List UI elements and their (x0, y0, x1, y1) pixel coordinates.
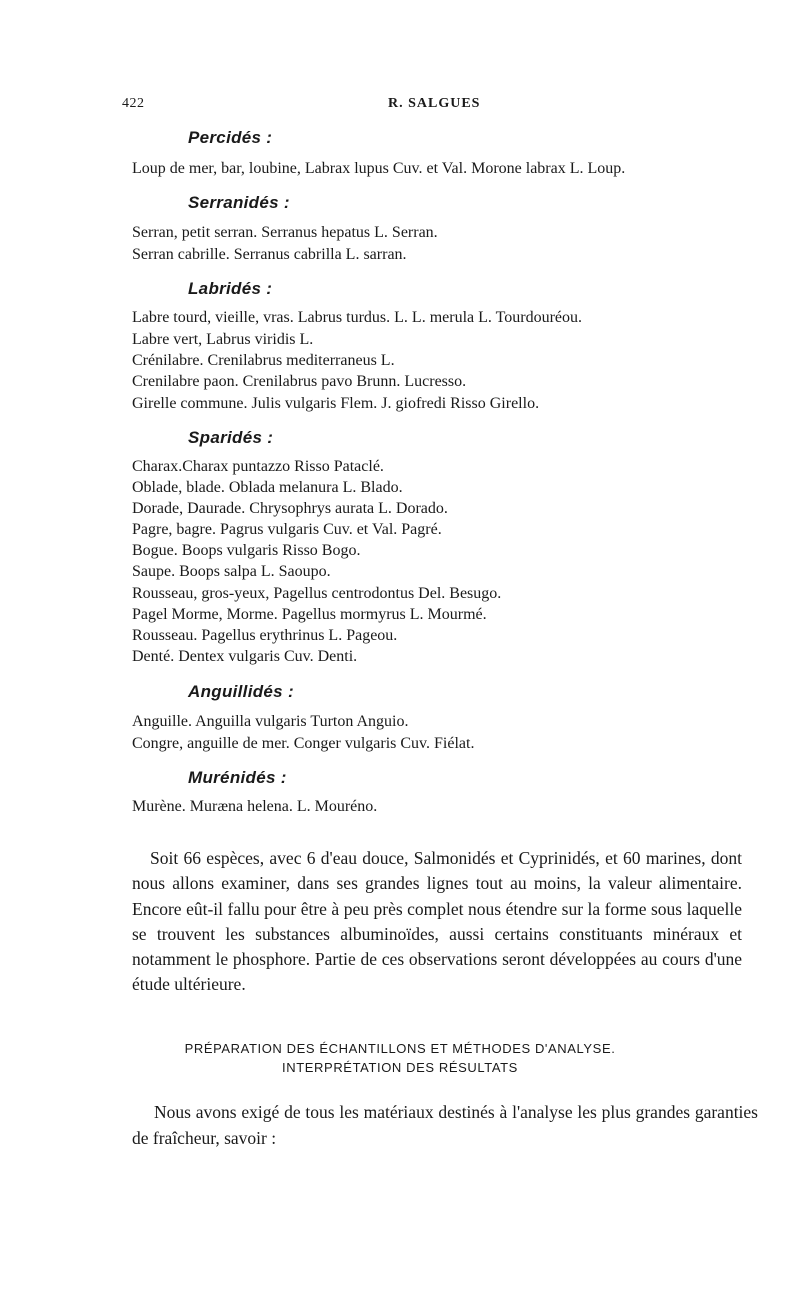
species-line: Loup de mer, bar, loubine, Labrax lupus Cuv. et Val. Morone labrax L. Loup. (132, 160, 626, 177)
species-line: Labre vert, Labrus viridis L. (132, 331, 314, 348)
species-line: Rousseau. Pagellus erythrinus L. Pageou. (132, 627, 398, 644)
body-paragraph: Soit 66 espèces, avec 6 d'eau douce, Salmonidés et Cyprinidés, et 60 marines, dont nous allons examiner, dans ses grandes lignes tout au moins, la valeur alimentaire. Encore eût-il fallu pour être à peu près complet nous étendre sur la forme sous laquelle se trouvent les substances albuminoïdes, aussi certains constituants minéraux et notamment le phosphore. Partie de ces observations seront développées au cours d'une étude ultérieure. (132, 848, 742, 995)
page-number: 422 (122, 96, 145, 111)
running-head-author: R. SALGUES (388, 96, 481, 111)
species-line: Charax.Charax puntazzo Risso Pataclé. (132, 458, 384, 475)
species-line: Serran, petit serran. Serranus hepatus L. Serran. (132, 224, 438, 241)
section-heading-line-2: INTERPRÉTATION DES RÉSULTATS (282, 1060, 518, 1075)
species-line: Pagre, bagre. Pagrus vulgaris Cuv. et Val. Pagré. (132, 521, 442, 538)
running-head (0, 96, 800, 116)
family-heading-serranides: Serranidés : (188, 193, 290, 212)
species-line: Bogue. Boops vulgaris Risso Bogo. (132, 542, 361, 559)
species-line: Saupe. Boops salpa L. Saoupo. (132, 563, 331, 580)
family-heading-murenides: Murénidés : (188, 768, 287, 787)
species-line: Crenilabre paon. Crenilabrus pavo Brunn. Lucresso. (132, 373, 467, 390)
species-line: Oblade, blade. Oblada melanura L. Blado. (132, 479, 403, 496)
family-heading-anguillides: Anguillidés : (188, 682, 294, 701)
body-paragraph: Nous avons exigé de tous les matériaux destinés à l'analyse les plus grandes garanties de fraîcheur, savoir : (132, 1102, 758, 1148)
family-heading-percides: Percidés : (188, 128, 273, 147)
species-line: Serran cabrille. Serranus cabrilla L. sarran. (132, 246, 407, 263)
species-line: Murène. Muræna helena. L. Mouréno. (132, 798, 378, 815)
family-heading-sparides: Sparidés : (188, 428, 274, 447)
species-line: Girelle commune. Julis vulgaris Flem. J. giofredi Risso Girello. (132, 395, 540, 412)
species-line: Pagel Morme, Morme. Pagellus mormyrus L. Mourmé. (132, 606, 487, 623)
species-line: Crénilabre. Crenilabrus mediterraneus L. (132, 352, 395, 369)
section-heading-line-1: PRÉPARATION DES ÉCHANTILLONS ET MÉTHODES D'ANALYSE. (184, 1041, 616, 1056)
species-line: Denté. Dentex vulgaris Cuv. Denti. (132, 648, 358, 665)
family-heading-labrides: Labridés : (188, 279, 273, 298)
species-line: Labre tourd, vieille, vras. Labrus turdus. L. L. merula L. Tourdouréou. (132, 309, 583, 326)
species-line: Dorade, Daurade. Chrysophrys aurata L. Dorado. (132, 500, 448, 517)
species-line: Congre, anguille de mer. Conger vulgaris Cuv. Fiélat. (132, 735, 475, 752)
species-line: Anguille. Anguilla vulgaris Turton Anguio. (132, 713, 409, 730)
species-line: Rousseau, gros-yeux, Pagellus centrodontus Del. Besugo. (132, 585, 502, 602)
